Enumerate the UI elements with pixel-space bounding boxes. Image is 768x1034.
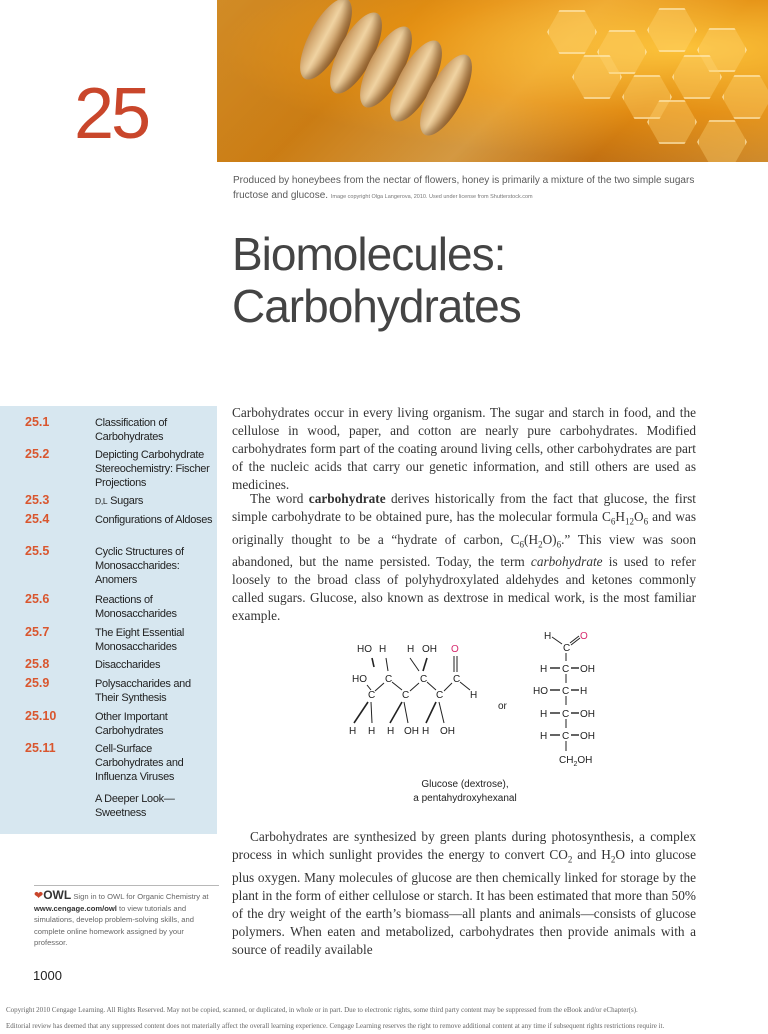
body-paragraph-1: Carbohydrates occur in every living organism. The sugar and starch in food, and the cellulose in wood, paper, and cotton are nearly pure carbohydrates. Modified carbohydrates form part of the coating around living cells, other carbohydrates are part of the nucleic acids that carry our genetic information, and still others are used as medicines. [232, 405, 696, 492]
svg-text:C: C [562, 731, 570, 742]
svg-text:H: H [407, 644, 415, 655]
toc-item-label: Reactions of Monosaccharides [95, 594, 177, 620]
toc-item-label: Classification of Carbohydrates [95, 417, 167, 443]
chapter-title-line2: Carbohydrates [232, 280, 521, 332]
svg-text:OH: OH [580, 731, 595, 742]
toc-item-number: 25.10 [25, 709, 57, 723]
toc-item-number: 25.9 [25, 676, 50, 690]
svg-text:C: C [385, 674, 393, 685]
toc-item-label: Other Important Carbohydrates [95, 711, 168, 737]
svg-text:OH: OH [404, 726, 419, 737]
svg-text:C: C [563, 643, 571, 654]
svg-text:OH: OH [440, 726, 455, 737]
svg-text:C: C [402, 690, 410, 701]
caption-credit: Image copyright Olga Langerova, 2010. Used under license from Shutterstock.com [330, 194, 533, 200]
toc-item-label: A Deeper Look—Sweetness [95, 793, 175, 819]
svg-text:C: C [436, 690, 444, 701]
svg-text:H: H [368, 726, 376, 737]
svg-text:O: O [451, 644, 459, 655]
svg-text:H: H [544, 631, 552, 642]
svg-text:H: H [540, 709, 548, 720]
chapter-number: 25 [74, 74, 149, 154]
copyright-line1: Copyright 2010 Cengage Learning. All Rights Reserved. May not be copied, scanned, or duplicated, in whole or in part. Due to electronic rights, some third party content may be suppressed from the eBook and/or eChapter(s). [6, 1006, 638, 1014]
svg-text:H: H [387, 726, 395, 737]
body-paragraph-2: The word carbohydrate derives historically from the fact that glucose, the first simple carbohydrate to be obtained pure, has the molecular formula $C_6H_{12}O_6$ and was originally thought to be a “hydrate of carbon, $C_6(H_2O)_6$.” This view was soon abandoned, but the name persisted. Today, the term carbohydrate is used to refer loosely to the broad class of polyhydroxylated aldehydes and ketones commonly called sugars. Glucose, also known as dextrose in medical work, is the most familiar example. [232, 491, 696, 624]
svg-text:C: C [562, 686, 570, 697]
toc-item-number: 25.2 [25, 447, 50, 461]
svg-text:H: H [470, 690, 478, 701]
toc-item-number: 25.5 [25, 544, 50, 558]
carbon-label: C [368, 690, 376, 701]
body-paragraph-3: Carbohydrates are synthesized by green plants during photosynthesis, a complex process in which sunlight provides the energy to convert $CO_2$ and $H_2O$ into glucose plus oxygen. Many molecules of glucose are then chemically linked for storage by the plant in the form of either cellulose or starch. It has been estimated that more than 50% of the dry weight of the earth’s biomass—all plants and animals—consists of glucose polymers. When eaten and metabolized, carbohydrates then provide animals with a source of readily available [232, 829, 696, 957]
toc-item-label: D,L Sugars [95, 495, 144, 507]
toc-item-number: 25.7 [25, 625, 50, 639]
svg-text:C: C [420, 674, 428, 685]
toc-item-label: Configurations of Aldoses [95, 514, 213, 526]
svg-text:HO: HO [533, 686, 548, 697]
svg-text:H: H [422, 726, 430, 737]
honey-photo [217, 0, 768, 162]
toc-item-label: Cell-Surface Carbohydrates and Influenza Viruses [95, 743, 184, 783]
owl-url-link[interactable]: www.cengage.com/owl [34, 903, 117, 913]
svg-text:H: H [349, 726, 357, 737]
toc-item-number: 25.6 [25, 592, 50, 606]
svg-text:OH: OH [422, 644, 437, 655]
toc-item-number: 25.3 [25, 493, 50, 507]
owl-heart-icon: ❤ [34, 890, 44, 902]
copyright-notice [6, 1002, 766, 1034]
toc-item-label: Depicting Carbohydrate Stereochemistry: Fischer Projections [95, 449, 210, 489]
toc-item-number: 25.1 [25, 415, 50, 429]
chapter-title-line1: Biomolecules: [232, 228, 506, 280]
svg-text:OH: OH [580, 664, 595, 675]
copyright-line2: Editorial review has deemed that any suppressed content does not materially affect the overall learning experience. Cengage Learning reserves the right to remove additional content at any time if subsequent rights restrictions require it. [6, 1022, 665, 1030]
term-carbohydrate: carbohydrate [308, 491, 386, 506]
svg-text:HO: HO [357, 644, 372, 655]
toc-item-number: 25.8 [25, 657, 50, 671]
svg-text:C: C [453, 674, 461, 685]
svg-text:C: C [562, 709, 570, 720]
page-number: 1000 [33, 968, 62, 983]
or-label: or [498, 701, 507, 712]
toc-item-label: The Eight Essential Monosaccharides [95, 627, 185, 653]
svg-text:C: C [562, 664, 570, 675]
svg-text:H: H [580, 686, 588, 697]
svg-text:O: O [580, 631, 588, 642]
toc-item-number: 25.4 [25, 512, 50, 526]
chapter-contents-sidebar [0, 406, 217, 834]
caption-text: Produced by honeybees from the nectar of flowers, honey is primarily a mixture of the two simple sugars fructose and glucose. [233, 175, 695, 201]
toc-item-label: Disaccharides [95, 659, 161, 671]
toc-item-label: Polysaccharides and Their Synthesis [95, 678, 191, 704]
chapter-title [232, 228, 521, 332]
svg-text:H: H [540, 731, 548, 742]
owl-promo: ❤OWL Sign in to OWL for Organic Chemistry at www.cengage.com/owl to view tutorials and simulations, develop problem-solving skills, and complete online homework assigned by your professor. [34, 885, 219, 949]
svg-text:H: H [540, 664, 548, 675]
structure-caption-line1: Glucose (dextrose), [421, 779, 509, 790]
svg-text:HO: HO [352, 674, 367, 685]
structure-caption [330, 778, 600, 806]
owl-logo: OWL [43, 888, 72, 902]
toc-item-number: 25.11 [25, 741, 56, 755]
toc-item-label: Cyclic Structures of Monosaccharides: Anomers [95, 546, 184, 586]
svg-text:CH2OH: $CH_2OH$ [559, 755, 593, 768]
svg-text:H: H [379, 644, 387, 655]
structure-caption-line2: a pentahydroxyhexanal [413, 793, 517, 804]
svg-text:OH: OH [580, 709, 595, 720]
photo-caption [233, 173, 703, 205]
